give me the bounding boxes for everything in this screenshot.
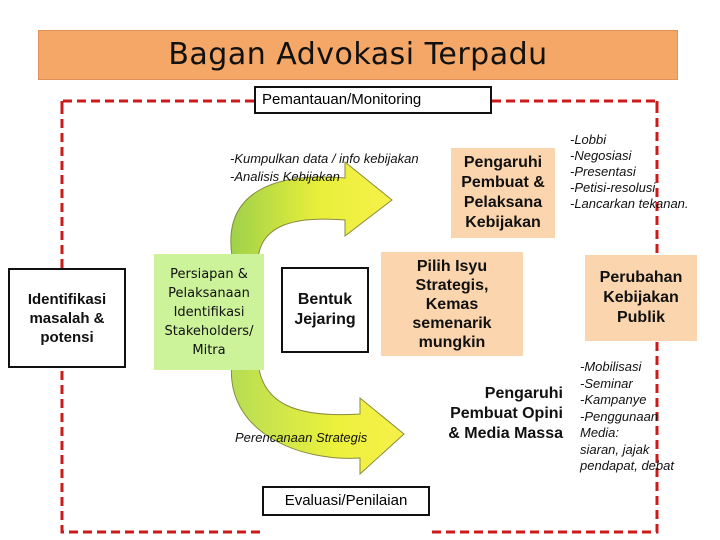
influence-opinion-text: Pengaruhi Pembuat Opini & Media Massa xyxy=(448,385,563,442)
monitoring-label: Pemantauan/Monitoring xyxy=(262,91,422,108)
evaluation-box xyxy=(262,486,430,516)
network-label: Bentuk Jejaring xyxy=(294,291,356,328)
identification-box xyxy=(8,268,126,368)
preparation-label: Persiapan & Pelaksanaan Identifikasi Stakeholders/ Mitra xyxy=(164,266,254,358)
policy-change-box xyxy=(585,255,697,341)
influence-policy-makers-label: Pengaruhi Pembuat & Pelaksana Kebijakan xyxy=(461,154,545,231)
evaluation-label: Evaluasi/Penilaian xyxy=(284,492,408,509)
cycle-arrow-bottom xyxy=(231,362,404,474)
policy-change-label: Perubahan Kebijakan Publik xyxy=(599,269,683,326)
influence-policy-makers-box xyxy=(451,148,555,238)
choose-issue-box xyxy=(381,252,523,356)
monitoring-box xyxy=(254,86,492,114)
diagram-title: Bagan Advokasi Terpadu xyxy=(168,37,548,72)
lobbying-list: -Lobbi -Negosiasi -Presentasi -Petisi-resolusi -Lancarkan tekanan. xyxy=(570,132,689,211)
mobilization-list: -Mobilisasi -Seminar -Kampanye -Penggunaan Media: siaran, jajak pendapat, debat xyxy=(580,359,674,473)
data-collection-text: -Kumpulkan data / info kebijakan -Analisis Kebijakan xyxy=(230,151,419,184)
preparation-box xyxy=(154,254,264,370)
network-box xyxy=(281,267,369,353)
choose-issue-label: Pilih Isyu Strategis, Kemas semenarik mungkin xyxy=(412,257,492,351)
strategic-planning-text: Perencanaan Strategis xyxy=(235,430,368,445)
identification-label: Identifikasi masalah & potensi xyxy=(27,290,107,346)
